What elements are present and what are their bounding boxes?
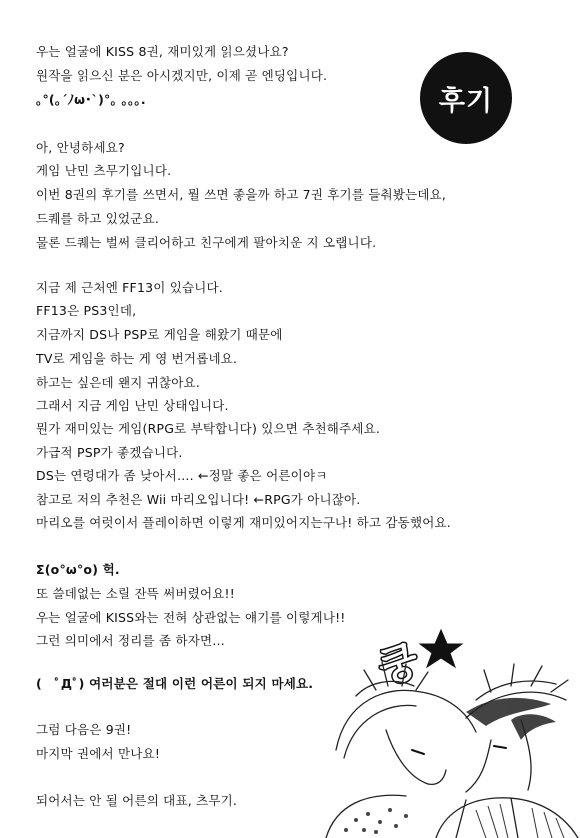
text-line: 물론 드퀘는 벌써 클리어하고 친구에게 팔아치운 지 오랩니다.: [36, 235, 377, 250]
afterword-badge: 후기: [420, 52, 512, 144]
sfx-lettering: [373, 637, 424, 693]
text-line: 그런 의미에서 정리를 좀 하자면…: [36, 633, 225, 648]
text-line: 우는 얼굴에 KISS와는 전혀 상관없는 얘기를 이렇게나!!: [36, 610, 346, 625]
text-line: 드퀘를 하고 있었군요.: [36, 211, 159, 226]
manga-illustration: [316, 600, 580, 838]
text-line: DS는 연령대가 좀 낮아서…. ←정말 좋은 어른이야ㅋ: [36, 468, 328, 483]
text-line: 우는 얼굴에 KISS 8권, 재미있게 읽으셨나요?: [36, 44, 289, 59]
text-line: Σ(o°ω°o) 헉.: [36, 562, 120, 577]
text-line: FF13은 PS3인데,: [36, 303, 137, 318]
text-line: 마지막 권에서 만나요!: [36, 746, 161, 761]
signature-line: 되어서는 안 될 어른의 대표, 츠무기.: [36, 793, 238, 808]
text-line: TV로 게임을 하는 게 영 번거롭네요.: [36, 351, 238, 366]
text-line: 원작을 읽으신 분은 아시겠지만, 이제 곧 엔딩입니다.: [36, 68, 328, 83]
svg-text:쿵: 쿵: [373, 637, 425, 693]
text-line: 그럼 다음은 9권!: [36, 722, 132, 737]
text-line: 이번 8권의 후기를 쓰면서, 뭘 쓰면 좋을까 하고 7권 후기를 들춰봤는데요,: [36, 187, 447, 202]
text-line: 지금 제 근처엔 FF13이 있습니다.: [36, 280, 223, 295]
text-line: 마리오를 여럿이서 플레이하면 이렇게 재미있어지는구나! 하고 감동했어요.: [36, 515, 451, 530]
text-line: 게임 난민 츠무기입니다.: [36, 163, 172, 178]
text-line: 또 쓸데없는 소릴 잔뜩 써버렸어요!!: [36, 586, 235, 601]
text-line: ｡°(｡´ﾉω･`)°｡ ｡｡｡.: [36, 92, 146, 107]
text-line: 하고는 싶은데 왠지 귀찮아요.: [36, 375, 200, 390]
star-icon: [420, 630, 462, 667]
text-line: 그래서 지금 게임 난민 상태입니다.: [36, 398, 229, 413]
text-line: 아, 안녕하세요?: [36, 140, 125, 155]
text-line: 참고로 저의 추천은 Wii 마리오입니다! ←RPG가 아니잖아.: [36, 492, 361, 507]
text-line: 뭔가 재미있는 게임(RPG로 부탁합니다) 있으면 추천해주세요.: [36, 421, 381, 436]
text-line: 가급적 PSP가 좋겠습니다.: [36, 445, 183, 460]
text-line: ( ﾟДﾟ) 여러분은 절대 이런 어른이 되지 마세요.: [36, 676, 314, 691]
text-line: 지금까지 DS나 PSP로 게임을 해왔기 때문에: [36, 327, 283, 342]
